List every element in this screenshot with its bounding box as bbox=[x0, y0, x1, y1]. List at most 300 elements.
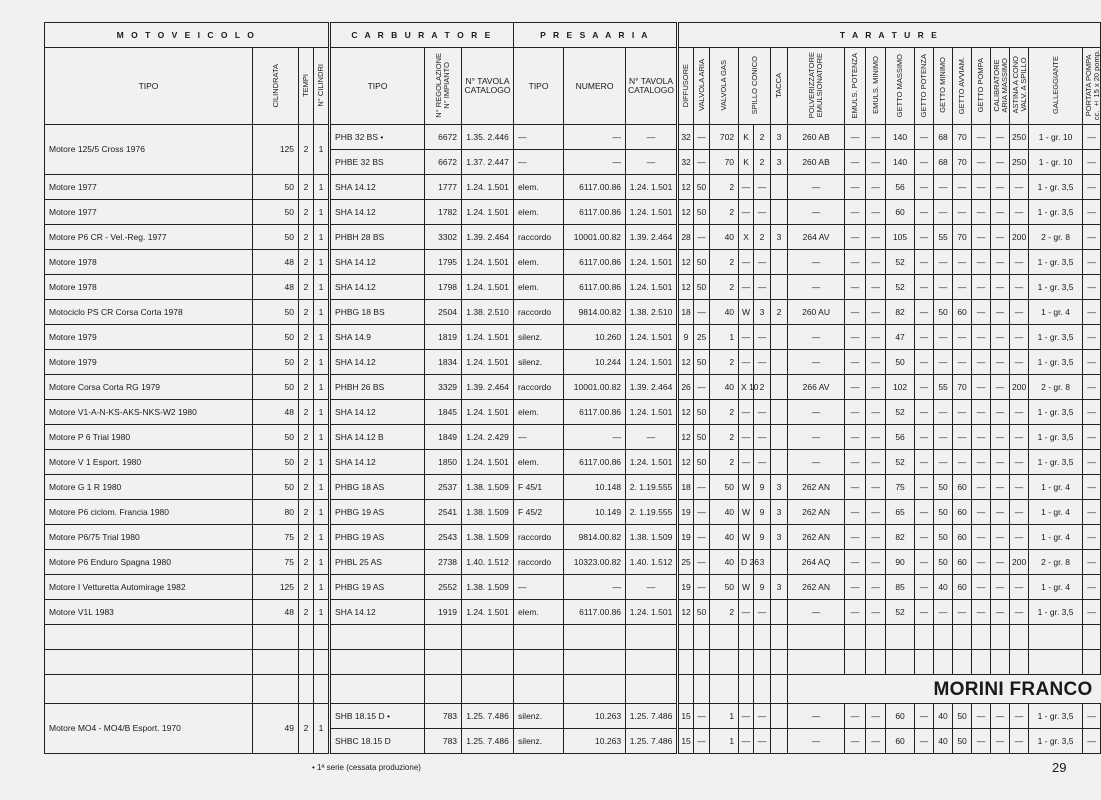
regolazione: 2541 bbox=[425, 500, 462, 525]
getto-massimo: 56 bbox=[886, 175, 915, 200]
tempi: 2 bbox=[299, 525, 314, 550]
tempi: 2 bbox=[299, 250, 314, 275]
getto-pompa: — bbox=[972, 150, 991, 175]
astina: — bbox=[1010, 729, 1029, 754]
valvola-aria: 50 bbox=[694, 200, 710, 225]
valvola-aria: — bbox=[694, 550, 710, 575]
astina: 200 bbox=[1010, 550, 1029, 575]
tacca-2 bbox=[771, 450, 788, 475]
valvola-gas: 40 bbox=[710, 300, 739, 325]
tempi: 2 bbox=[299, 225, 314, 250]
polverizzatore: 262 AN bbox=[788, 500, 845, 525]
brand-row bbox=[45, 675, 1101, 704]
presa-numero: 10.260 bbox=[564, 325, 626, 350]
empty-cell bbox=[299, 625, 314, 650]
group-tarature: T A R A T U R E bbox=[678, 23, 1101, 48]
getto-minimo: 55 bbox=[934, 375, 953, 400]
emuls-potenza: — bbox=[845, 400, 866, 425]
empty-cell bbox=[314, 625, 330, 650]
emuls-minimo: — bbox=[866, 575, 886, 600]
empty-cell bbox=[1083, 650, 1101, 675]
diffusore: 18 bbox=[678, 300, 694, 325]
empty-cell bbox=[678, 650, 694, 675]
regolazione: 783 bbox=[425, 729, 462, 754]
table-row bbox=[45, 325, 1101, 350]
empty-cell bbox=[425, 650, 462, 675]
presa-tipo: F 45/1 bbox=[514, 475, 564, 500]
tavola-catalogo: 1.24. 1.501 bbox=[462, 600, 514, 625]
portata-pompa: — bbox=[1083, 250, 1101, 275]
portata-pompa: — bbox=[1083, 275, 1101, 300]
astina: — bbox=[1010, 450, 1029, 475]
getto-avviam: 60 bbox=[953, 300, 972, 325]
polverizzatore: 264 AQ bbox=[788, 550, 845, 575]
regolazione: 2552 bbox=[425, 575, 462, 600]
getto-potenza: — bbox=[915, 525, 934, 550]
presa-tipo: elem. bbox=[514, 600, 564, 625]
astina: — bbox=[1010, 350, 1029, 375]
header-getto-avviam: GETTO AVVIAM. bbox=[957, 56, 967, 114]
tempi: 2 bbox=[299, 500, 314, 525]
getto-massimo: 60 bbox=[886, 200, 915, 225]
portata-pompa: — bbox=[1083, 425, 1101, 450]
tempi: 2 bbox=[299, 375, 314, 400]
presa-tavola: 1.24. 1.501 bbox=[626, 275, 678, 300]
regolazione: 3329 bbox=[425, 375, 462, 400]
cilindri: 1 bbox=[314, 325, 330, 350]
galleggiante: 1 - gr. 4 bbox=[1029, 525, 1083, 550]
emuls-potenza: — bbox=[845, 729, 866, 754]
table-row bbox=[45, 500, 1101, 525]
engine-type: Motore V 1 Esport. 1980 bbox=[45, 450, 253, 475]
regolazione: 1777 bbox=[425, 175, 462, 200]
diffusore: 12 bbox=[678, 350, 694, 375]
getto-minimo: — bbox=[934, 175, 953, 200]
engine-type: Motore MO4 - MO4/B Esport. 1970 bbox=[45, 704, 253, 754]
spillo: K bbox=[739, 150, 754, 175]
empty-cell bbox=[314, 675, 330, 704]
regolazione: 783 bbox=[425, 704, 462, 729]
tacca: 9 bbox=[754, 525, 771, 550]
valvola-gas: 40 bbox=[710, 550, 739, 575]
valvola-gas: 2 bbox=[710, 600, 739, 625]
valvola-aria: — bbox=[694, 300, 710, 325]
galleggiante: 1 - gr. 3,5 bbox=[1029, 729, 1083, 754]
empty-cell bbox=[514, 625, 564, 650]
galleggiante: 1 - gr. 3,5 bbox=[1029, 200, 1083, 225]
presa-tavola: — bbox=[626, 150, 678, 175]
calibratore: — bbox=[991, 375, 1010, 400]
diffusore: 15 bbox=[678, 704, 694, 729]
tavola-catalogo: 1.24. 1.501 bbox=[462, 275, 514, 300]
presa-tavola: 1.40. 1.512 bbox=[626, 550, 678, 575]
header-tavola: N° TAVOLA CATALOGO bbox=[462, 48, 514, 125]
presa-tavola: 1.38. 1.509 bbox=[626, 525, 678, 550]
header-diffusore: DIFFUSORE bbox=[681, 63, 691, 107]
table-row bbox=[45, 375, 1101, 400]
presa-numero: 6117.00.86 bbox=[564, 175, 626, 200]
tavola-catalogo: 1.24. 1.501 bbox=[462, 175, 514, 200]
empty-cell bbox=[710, 675, 739, 704]
empty-cell bbox=[1029, 650, 1083, 675]
engine-type: Motociclo PS CR Corsa Corta 1978 bbox=[45, 300, 253, 325]
valvola-aria: 50 bbox=[694, 175, 710, 200]
getto-massimo: 75 bbox=[886, 475, 915, 500]
empty-cell bbox=[1083, 625, 1101, 650]
carb-type: PHBG 19 AS bbox=[330, 500, 425, 525]
diffusore: 12 bbox=[678, 600, 694, 625]
calibratore: — bbox=[991, 150, 1010, 175]
valvola-gas: 50 bbox=[710, 475, 739, 500]
getto-pompa: — bbox=[972, 450, 991, 475]
presa-numero: 6117.00.86 bbox=[564, 600, 626, 625]
engine-type: Motore P6 ciclom. Francia 1980 bbox=[45, 500, 253, 525]
presa-tipo: elem. bbox=[514, 250, 564, 275]
getto-minimo: — bbox=[934, 275, 953, 300]
cilindrata: 50 bbox=[253, 425, 299, 450]
tacca: — bbox=[754, 325, 771, 350]
tavola-catalogo: 1.35. 2.446 bbox=[462, 125, 514, 150]
empty-cell bbox=[299, 675, 314, 704]
astina: — bbox=[1010, 325, 1029, 350]
tavola-catalogo: 1.37. 2.447 bbox=[462, 150, 514, 175]
getto-minimo: — bbox=[934, 600, 953, 625]
tacca-2 bbox=[771, 600, 788, 625]
galleggiante: 1 - gr. 10 bbox=[1029, 125, 1083, 150]
presa-tipo: raccordo bbox=[514, 525, 564, 550]
polverizzatore: — bbox=[788, 425, 845, 450]
header-calibratore: CALIBRATORE ARIA MASSIMO bbox=[992, 57, 1009, 113]
calibratore: — bbox=[991, 175, 1010, 200]
astina: — bbox=[1010, 175, 1029, 200]
tacca-2 bbox=[771, 400, 788, 425]
valvola-gas: 702 bbox=[710, 125, 739, 150]
empty-cell bbox=[771, 675, 788, 704]
galleggiante: 1 - gr. 10 bbox=[1029, 150, 1083, 175]
emuls-minimo: — bbox=[866, 250, 886, 275]
getto-pompa: — bbox=[972, 575, 991, 600]
getto-massimo: 105 bbox=[886, 225, 915, 250]
cilindrata: 50 bbox=[253, 225, 299, 250]
emuls-potenza: — bbox=[845, 475, 866, 500]
carburetor-table bbox=[44, 22, 1101, 754]
tempi: 2 bbox=[299, 300, 314, 325]
valvola-gas: 40 bbox=[710, 225, 739, 250]
polverizzatore: — bbox=[788, 175, 845, 200]
header-emuls-potenza: EMULS. POTENZA bbox=[850, 52, 860, 118]
table-row bbox=[45, 400, 1101, 425]
getto-pompa: — bbox=[972, 225, 991, 250]
tempi: 2 bbox=[299, 475, 314, 500]
tavola-catalogo: 1.24. 1.501 bbox=[462, 325, 514, 350]
getto-potenza: — bbox=[915, 375, 934, 400]
getto-potenza: — bbox=[915, 425, 934, 450]
presa-tavola: 2. 1.19.555 bbox=[626, 500, 678, 525]
portata-pompa: — bbox=[1083, 704, 1101, 729]
header-regolazione: N° REGOLAZIONE N° IMPIANTO bbox=[434, 52, 452, 118]
cilindri: 1 bbox=[314, 400, 330, 425]
galleggiante: 1 - gr. 3,5 bbox=[1029, 425, 1083, 450]
diffusore: 18 bbox=[678, 475, 694, 500]
empty-cell bbox=[1029, 625, 1083, 650]
getto-massimo: 52 bbox=[886, 600, 915, 625]
galleggiante: 1 - gr. 4 bbox=[1029, 575, 1083, 600]
engine-type: Motore P6 Enduro Spagna 1980 bbox=[45, 550, 253, 575]
carb-type: PHBG 18 BS bbox=[330, 300, 425, 325]
presa-tavola: 1.39. 2.464 bbox=[626, 225, 678, 250]
diffusore: 12 bbox=[678, 425, 694, 450]
astina: 250 bbox=[1010, 125, 1029, 150]
presa-numero: 6117.00.86 bbox=[564, 200, 626, 225]
tempi: 2 bbox=[299, 400, 314, 425]
getto-potenza: — bbox=[915, 150, 934, 175]
valvola-gas: 1 bbox=[710, 704, 739, 729]
valvola-gas: 40 bbox=[710, 375, 739, 400]
valvola-gas: 2 bbox=[710, 450, 739, 475]
calibratore: — bbox=[991, 600, 1010, 625]
portata-pompa: — bbox=[1083, 575, 1101, 600]
emuls-minimo: — bbox=[866, 275, 886, 300]
tacca: 2 bbox=[754, 225, 771, 250]
getto-avviam: — bbox=[953, 450, 972, 475]
calibratore: — bbox=[991, 425, 1010, 450]
getto-potenza: — bbox=[915, 475, 934, 500]
presa-tavola: 1.24. 1.501 bbox=[626, 400, 678, 425]
tacca-2 bbox=[771, 325, 788, 350]
carb-type: SHA 14.12 bbox=[330, 350, 425, 375]
presa-tipo: elem. bbox=[514, 275, 564, 300]
polverizzatore: 264 AV bbox=[788, 225, 845, 250]
valvola-gas: 70 bbox=[710, 150, 739, 175]
carb-type: PHBH 26 BS bbox=[330, 375, 425, 400]
empty-cell bbox=[462, 675, 514, 704]
cilindri: 1 bbox=[314, 704, 330, 754]
getto-massimo: 140 bbox=[886, 150, 915, 175]
spillo: — bbox=[739, 175, 754, 200]
calibratore: — bbox=[991, 325, 1010, 350]
presa-tavola: 1.39. 2.464 bbox=[626, 375, 678, 400]
tacca: — bbox=[754, 400, 771, 425]
presa-tavola: — bbox=[626, 125, 678, 150]
presa-numero: 6117.00.86 bbox=[564, 275, 626, 300]
engine-type: Motore V1L 1983 bbox=[45, 600, 253, 625]
diffusore: 12 bbox=[678, 200, 694, 225]
cilindrata: 50 bbox=[253, 200, 299, 225]
valvola-aria: — bbox=[694, 525, 710, 550]
galleggiante: 1 - gr. 3,5 bbox=[1029, 450, 1083, 475]
regolazione: 2543 bbox=[425, 525, 462, 550]
getto-minimo: 68 bbox=[934, 125, 953, 150]
getto-minimo: 50 bbox=[934, 475, 953, 500]
polverizzatore: 262 AN bbox=[788, 475, 845, 500]
presa-numero: — bbox=[564, 575, 626, 600]
header-galleggiante: GALLEGGIANTE bbox=[1050, 56, 1060, 115]
presa-tipo: F 45/2 bbox=[514, 500, 564, 525]
getto-pompa: — bbox=[972, 400, 991, 425]
table-row bbox=[45, 575, 1101, 600]
emuls-minimo: — bbox=[866, 175, 886, 200]
emuls-minimo: — bbox=[866, 450, 886, 475]
spillo: K bbox=[739, 125, 754, 150]
tempi: 2 bbox=[299, 125, 314, 175]
valvola-aria: — bbox=[694, 704, 710, 729]
regolazione: 1919 bbox=[425, 600, 462, 625]
galleggiante: 2 - gr. 8 bbox=[1029, 550, 1083, 575]
emuls-minimo: — bbox=[866, 550, 886, 575]
empty-cell bbox=[915, 650, 934, 675]
empty-cell bbox=[314, 650, 330, 675]
empty-cell bbox=[754, 625, 771, 650]
header-cilindri: N° CILINDRI bbox=[316, 63, 326, 107]
portata-pompa: — bbox=[1083, 225, 1101, 250]
carb-type: SHA 14.12 bbox=[330, 200, 425, 225]
portata-pompa: — bbox=[1083, 375, 1101, 400]
cilindrata: 50 bbox=[253, 475, 299, 500]
empty-cell bbox=[915, 625, 934, 650]
calibratore: — bbox=[991, 125, 1010, 150]
diffusore: 19 bbox=[678, 500, 694, 525]
polverizzatore: — bbox=[788, 200, 845, 225]
astina: — bbox=[1010, 704, 1029, 729]
polverizzatore: 266 AV bbox=[788, 375, 845, 400]
presa-tavola: 1.24. 1.501 bbox=[626, 175, 678, 200]
getto-avviam: 70 bbox=[953, 225, 972, 250]
getto-massimo: 56 bbox=[886, 425, 915, 450]
tavola-catalogo: 1.25. 7.486 bbox=[462, 729, 514, 754]
tavola-catalogo: 1.38. 1.509 bbox=[462, 475, 514, 500]
diffusore: 9 bbox=[678, 325, 694, 350]
header-getto-pompa: GETTO POMPA bbox=[976, 58, 986, 113]
getto-potenza: — bbox=[915, 125, 934, 150]
tacca: — bbox=[754, 200, 771, 225]
valvola-aria: — bbox=[694, 125, 710, 150]
spillo: D 26 bbox=[739, 550, 754, 575]
getto-avviam: 50 bbox=[953, 704, 972, 729]
getto-massimo: 82 bbox=[886, 525, 915, 550]
diffusore: 19 bbox=[678, 575, 694, 600]
astina: — bbox=[1010, 250, 1029, 275]
getto-massimo: 140 bbox=[886, 125, 915, 150]
cilindrata: 50 bbox=[253, 325, 299, 350]
calibratore: — bbox=[991, 225, 1010, 250]
emuls-minimo: — bbox=[866, 525, 886, 550]
table-row bbox=[45, 300, 1101, 325]
empty-cell bbox=[710, 650, 739, 675]
empty-cell bbox=[953, 650, 972, 675]
empty-cell bbox=[972, 650, 991, 675]
empty-cell bbox=[953, 625, 972, 650]
group-motoveicolo: M O T O V E I C O L O bbox=[45, 23, 330, 48]
getto-pompa: — bbox=[972, 175, 991, 200]
presa-tipo: raccordo bbox=[514, 300, 564, 325]
engine-type: Motore 1977 bbox=[45, 200, 253, 225]
table-row bbox=[45, 125, 1101, 150]
portata-pompa: — bbox=[1083, 150, 1101, 175]
presa-tipo: silenz. bbox=[514, 350, 564, 375]
tacca-2: 3 bbox=[771, 150, 788, 175]
portata-pompa: — bbox=[1083, 125, 1101, 150]
valvola-gas: 1 bbox=[710, 325, 739, 350]
cilindri: 1 bbox=[314, 450, 330, 475]
diffusore: 12 bbox=[678, 250, 694, 275]
tacca: — bbox=[754, 450, 771, 475]
emuls-minimo: — bbox=[866, 300, 886, 325]
tavola-catalogo: 1.24. 1.501 bbox=[462, 200, 514, 225]
empty-cell bbox=[845, 625, 866, 650]
tempi: 2 bbox=[299, 450, 314, 475]
calibratore: — bbox=[991, 200, 1010, 225]
getto-avviam: — bbox=[953, 175, 972, 200]
regolazione: 1834 bbox=[425, 350, 462, 375]
cilindri: 1 bbox=[314, 300, 330, 325]
getto-minimo: 55 bbox=[934, 225, 953, 250]
getto-minimo: — bbox=[934, 350, 953, 375]
emuls-minimo: — bbox=[866, 704, 886, 729]
table-row bbox=[45, 704, 1101, 729]
empty-cell bbox=[866, 650, 886, 675]
empty-cell bbox=[45, 625, 253, 650]
carb-type: SHA 14.12 bbox=[330, 250, 425, 275]
cilindrata: 50 bbox=[253, 175, 299, 200]
presa-tipo: silenz. bbox=[514, 704, 564, 729]
cilindrata: 75 bbox=[253, 525, 299, 550]
tacca: — bbox=[754, 425, 771, 450]
header-tipo: TIPO bbox=[45, 48, 253, 125]
empty-cell bbox=[45, 650, 253, 675]
polverizzatore: 260 AU bbox=[788, 300, 845, 325]
spillo: X bbox=[739, 225, 754, 250]
diffusore: 12 bbox=[678, 450, 694, 475]
empty-cell bbox=[330, 625, 425, 650]
galleggiante: 1 - gr. 4 bbox=[1029, 475, 1083, 500]
diffusore: 28 bbox=[678, 225, 694, 250]
galleggiante: 1 - gr. 3,5 bbox=[1029, 250, 1083, 275]
getto-avviam: 60 bbox=[953, 575, 972, 600]
empty-cell bbox=[678, 625, 694, 650]
getto-potenza: — bbox=[915, 729, 934, 754]
getto-minimo: 40 bbox=[934, 729, 953, 754]
valvola-aria: 50 bbox=[694, 425, 710, 450]
tempi: 2 bbox=[299, 550, 314, 575]
getto-avviam: — bbox=[953, 275, 972, 300]
tacca-2: 2 bbox=[771, 300, 788, 325]
engine-type: Motore 1979 bbox=[45, 325, 253, 350]
galleggiante: 2 - gr. 8 bbox=[1029, 225, 1083, 250]
header-spillo: SPILLO CONICO bbox=[749, 56, 759, 115]
tempi: 2 bbox=[299, 275, 314, 300]
getto-minimo: 50 bbox=[934, 550, 953, 575]
calibratore: — bbox=[991, 250, 1010, 275]
getto-massimo: 82 bbox=[886, 300, 915, 325]
tacca-2: 3 bbox=[771, 525, 788, 550]
getto-minimo: 40 bbox=[934, 704, 953, 729]
astina: — bbox=[1010, 525, 1029, 550]
tempi: 2 bbox=[299, 600, 314, 625]
valvola-aria: 50 bbox=[694, 400, 710, 425]
valvola-gas: 2 bbox=[710, 200, 739, 225]
emuls-potenza: — bbox=[845, 350, 866, 375]
spillo: — bbox=[739, 250, 754, 275]
header-emuls-minimo: EMULS. MINIMO bbox=[870, 56, 880, 115]
emuls-minimo: — bbox=[866, 325, 886, 350]
carb-type: SHA 14.12 bbox=[330, 275, 425, 300]
getto-pompa: — bbox=[972, 475, 991, 500]
valvola-gas: 2 bbox=[710, 400, 739, 425]
empty-cell bbox=[564, 675, 626, 704]
emuls-potenza: — bbox=[845, 200, 866, 225]
presa-tavola: 1.24. 1.501 bbox=[626, 350, 678, 375]
header-portata-pompa: PORTATA POMPA cc. ± 15 x 20 pomp. bbox=[1084, 50, 1101, 121]
